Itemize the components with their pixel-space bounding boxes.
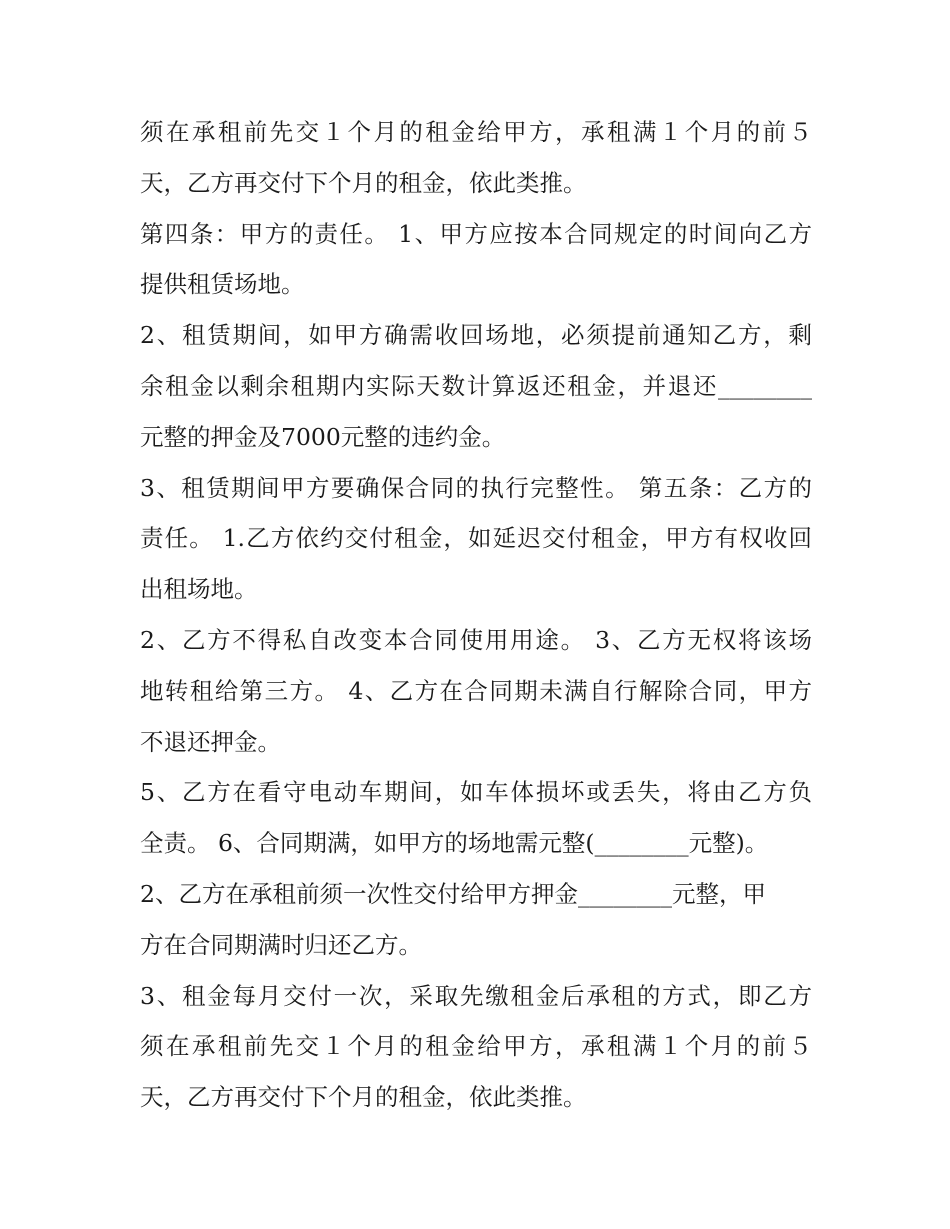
- text-line: 不退还押金。: [140, 727, 281, 756]
- text-line: 天，乙方再交付下个月的租金，依此类推。: [140, 168, 587, 197]
- text-line: 提供租赁场地。: [140, 270, 305, 299]
- text-line: 责任。 1.乙方依约交付租金，如延迟交付租金，甲方有权收回: [140, 524, 812, 553]
- text-line: 2、乙方不得私自改变本合同使用用途。 3、乙方无权将该场: [140, 625, 812, 654]
- text-line: 全责。 6、合同期满，如甲方的场地需元整(________元整)。: [140, 829, 769, 858]
- text-line: 3、租赁期间甲方要确保合同的执行完整性。 第五条：乙方的: [140, 473, 812, 502]
- text-line: 5、乙方在看守电动车期间，如车体损坏或丢失，将由乙方负: [140, 778, 812, 807]
- text-line: 余租金以剩余租期内实际天数计算返还租金，并退还________: [140, 371, 812, 400]
- text-line: 须在承租前先交１个月的租金给甲方，承租满１个月的前５: [140, 118, 812, 146]
- text-line: 2、租赁期间，如甲方确需收回场地，必须提前通知乙方，剩: [140, 321, 812, 350]
- text-line: 须在承租前先交１个月的租金给甲方，承租满１个月的前５: [140, 1032, 812, 1061]
- text-line: 地转租给第三方。 4、乙方在合同期未满自行解除合同，甲方: [140, 676, 812, 705]
- text-line: 第四条：甲方的责任。 1、甲方应按本合同规定的时间向乙方: [140, 219, 812, 248]
- text-line: 2、乙方在承租前须一次性交付给甲方押金________元整，甲: [140, 879, 766, 908]
- text-line: 方在合同期满时归还乙方。: [140, 930, 422, 959]
- text-line: 出租场地。: [140, 575, 258, 604]
- text-line: 元整的押金及7000元整的违约金。: [140, 422, 506, 451]
- contract-text: [140, 107, 812, 1123]
- text-line: 3、租金每月交付一次，采取先缴租金后承租的方式，即乙方: [140, 981, 812, 1010]
- text-line: 天，乙方再交付下个月的租金，依此类推。: [140, 1083, 587, 1112]
